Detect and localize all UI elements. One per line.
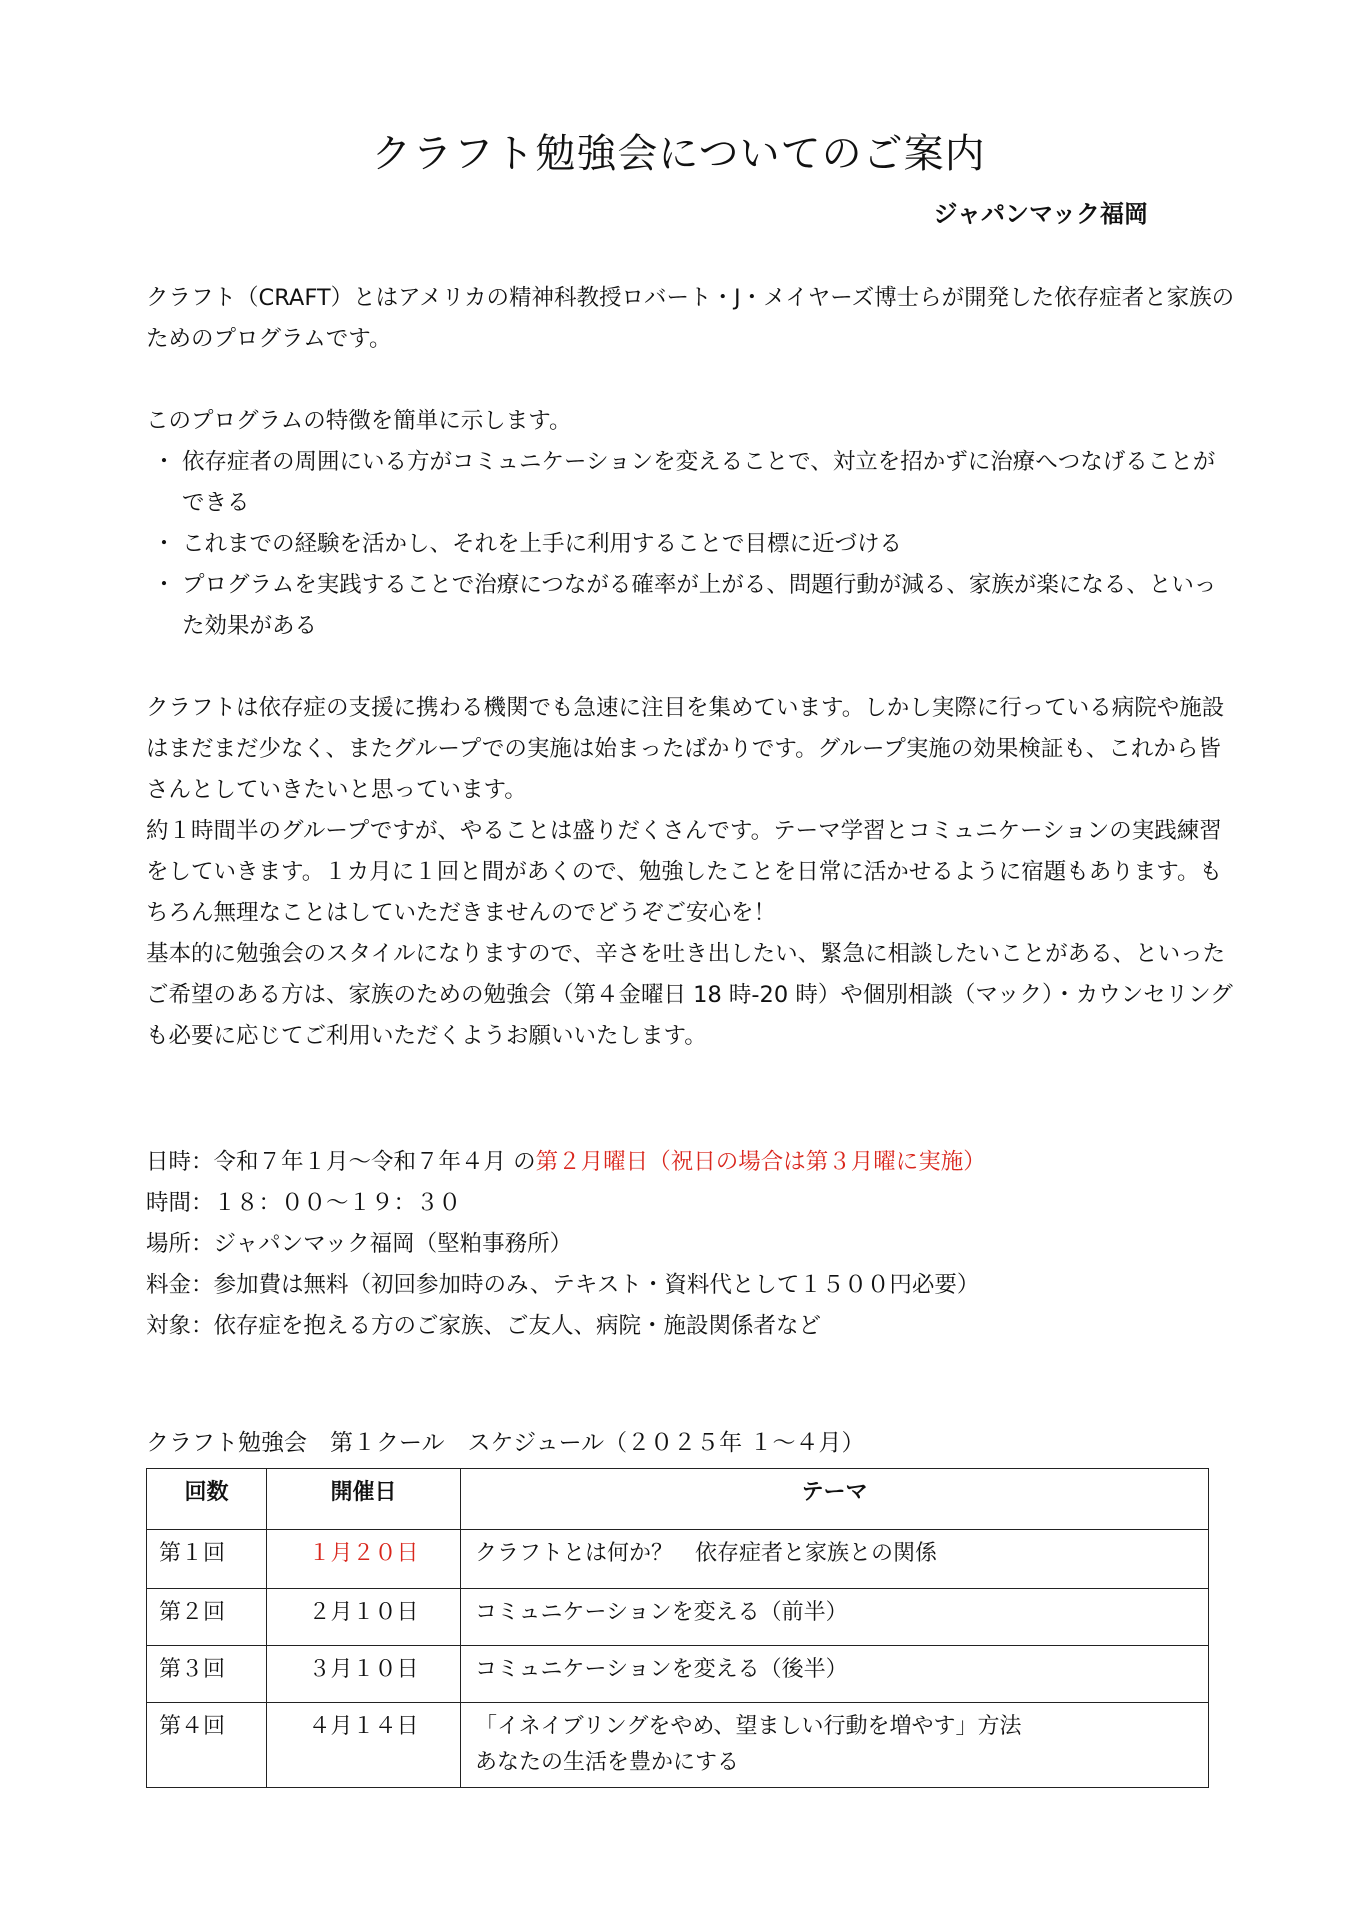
table-header-row [147,1469,1209,1530]
features-list [146,442,1236,647]
theme-line: コミュニケーションを変える（前半） [475,1600,848,1625]
intro-paragraph [146,278,1236,360]
info-date [146,1142,1236,1183]
info-place [146,1224,1236,1265]
session-number: 第２回 [147,1589,267,1646]
session-theme [461,1530,1209,1589]
date-label: 日時： [146,1149,214,1175]
feature-text: これまでの経験を活かし、それを上手に利用することで目標に近づける [182,531,903,557]
schedule-table [146,1468,1209,1788]
bullet-mark: ・ [152,572,176,598]
event-info [146,1142,1236,1347]
feature-item [146,524,1236,565]
features-lead [146,401,1236,442]
session-theme [461,1589,1209,1646]
fee-label: 料金： [146,1272,214,1298]
session-date: ４月１４日 [267,1703,461,1788]
info-fee [146,1265,1236,1306]
time-label: 時間： [146,1190,214,1216]
organization-name: ジャパンマック福岡 [933,200,1148,228]
features-lead-text: このプログラムの特徴を簡単に示します。 [146,408,572,434]
info-time [146,1183,1236,1224]
place-label: 場所： [146,1231,214,1257]
place-value: ジャパンマック福岡（堅粕事務所） [213,1231,573,1257]
feature-item [146,442,1236,524]
bullet-mark: ・ [152,449,176,475]
date-note: （祝日の場合は第３月曜に実施） [648,1149,986,1175]
body-paragraph: 基本的に勉強会のスタイルになりますので、辛さを吐き出したい、緊急に相談したいことがある、といったご希望のある方は、家族のための勉強会（第４金曜日 18 時-20 時）や個別相談（マック）・カウンセリングも必要に応じてご利用いただくようお願いいたします。 [146,941,1233,1049]
theme-line: あなたの生活を豊かにする [475,1750,740,1775]
table-row [147,1703,1209,1788]
session-number: 第３回 [147,1646,267,1703]
feature-text: プログラムを実践することで治療につながる確率が上がる、問題行動が減る、家族が楽になる、といった効果がある [182,572,1217,639]
session-number: 第１回 [147,1530,267,1589]
table-row [147,1530,1209,1589]
date-highlight: 第２月曜日 [535,1149,649,1175]
session-date: ３月１０日 [267,1646,461,1703]
body-section [146,688,1236,1057]
session-date: １月２０日 [267,1530,461,1589]
session-theme [461,1646,1209,1703]
session-theme [461,1703,1209,1788]
schedule-title: クラフト勉強会 第１クール スケジュール（２０２５年 １～４月） [146,1430,865,1456]
theme-line: 「イネイブリングをやめ、望ましい行動を増やす」方法 [475,1714,1022,1739]
body-paragraph: クラフトは依存症の支援に携わる機関でも急速に注目を集めています。しかし実際に行っている病院や施設はまだまだ少なく、またグループでの実施は始まったばかりです。グループ実施の効果検証も、これから皆さんとしていきたいと思っています。 [146,695,1225,803]
fee-value: 参加費は無料（初回参加時のみ、テキスト・資料代として１５００円必要） [213,1272,980,1298]
header-count: 回数 [147,1469,267,1530]
table-row [147,1589,1209,1646]
body-paragraph: 約１時間半のグループですが、やることは盛りだくさんです。テーマ学習とコミュニケーションの実践練習をしていきます。１カ月に１回と間があくので、勉強したことを日常に活かせるように宿題もあります。もちろん無理なことはしていただきませんのでどうぞご安心を！ [146,818,1222,926]
theme-line: コミュニケーションを変える（後半） [475,1657,848,1682]
header-theme: テーマ [461,1469,1209,1530]
time-value: １８：００～１９：３０ [213,1190,462,1216]
target-value: 依存症を抱える方のご家族、ご友人、病院・施設関係者など [213,1313,822,1339]
feature-text: 依存症者の周囲にいる方がコミュニケーションを変えることで、対立を招かずに治療へつなげることができる [182,449,1216,516]
info-target [146,1306,1236,1347]
header-date: 開催日 [267,1469,461,1530]
page-title: クラフト勉強会についてのご案内 [371,131,986,177]
feature-item [146,565,1236,647]
session-number: 第４回 [147,1703,267,1788]
date-text: 令和７年１月～令和７年４月 の [213,1149,536,1175]
table-row [147,1646,1209,1703]
bullet-mark: ・ [152,531,176,557]
target-label: 対象： [146,1313,214,1339]
session-date: ２月１０日 [267,1589,461,1646]
theme-line: クラフトとは何か？ 依存症者と家族との関係 [475,1541,938,1566]
intro-text: クラフト（CRAFT）とはアメリカの精神科教授ロバート・J・メイヤーズ博士らが開発した依存症者と家族のためのプログラムです。 [146,285,1235,352]
